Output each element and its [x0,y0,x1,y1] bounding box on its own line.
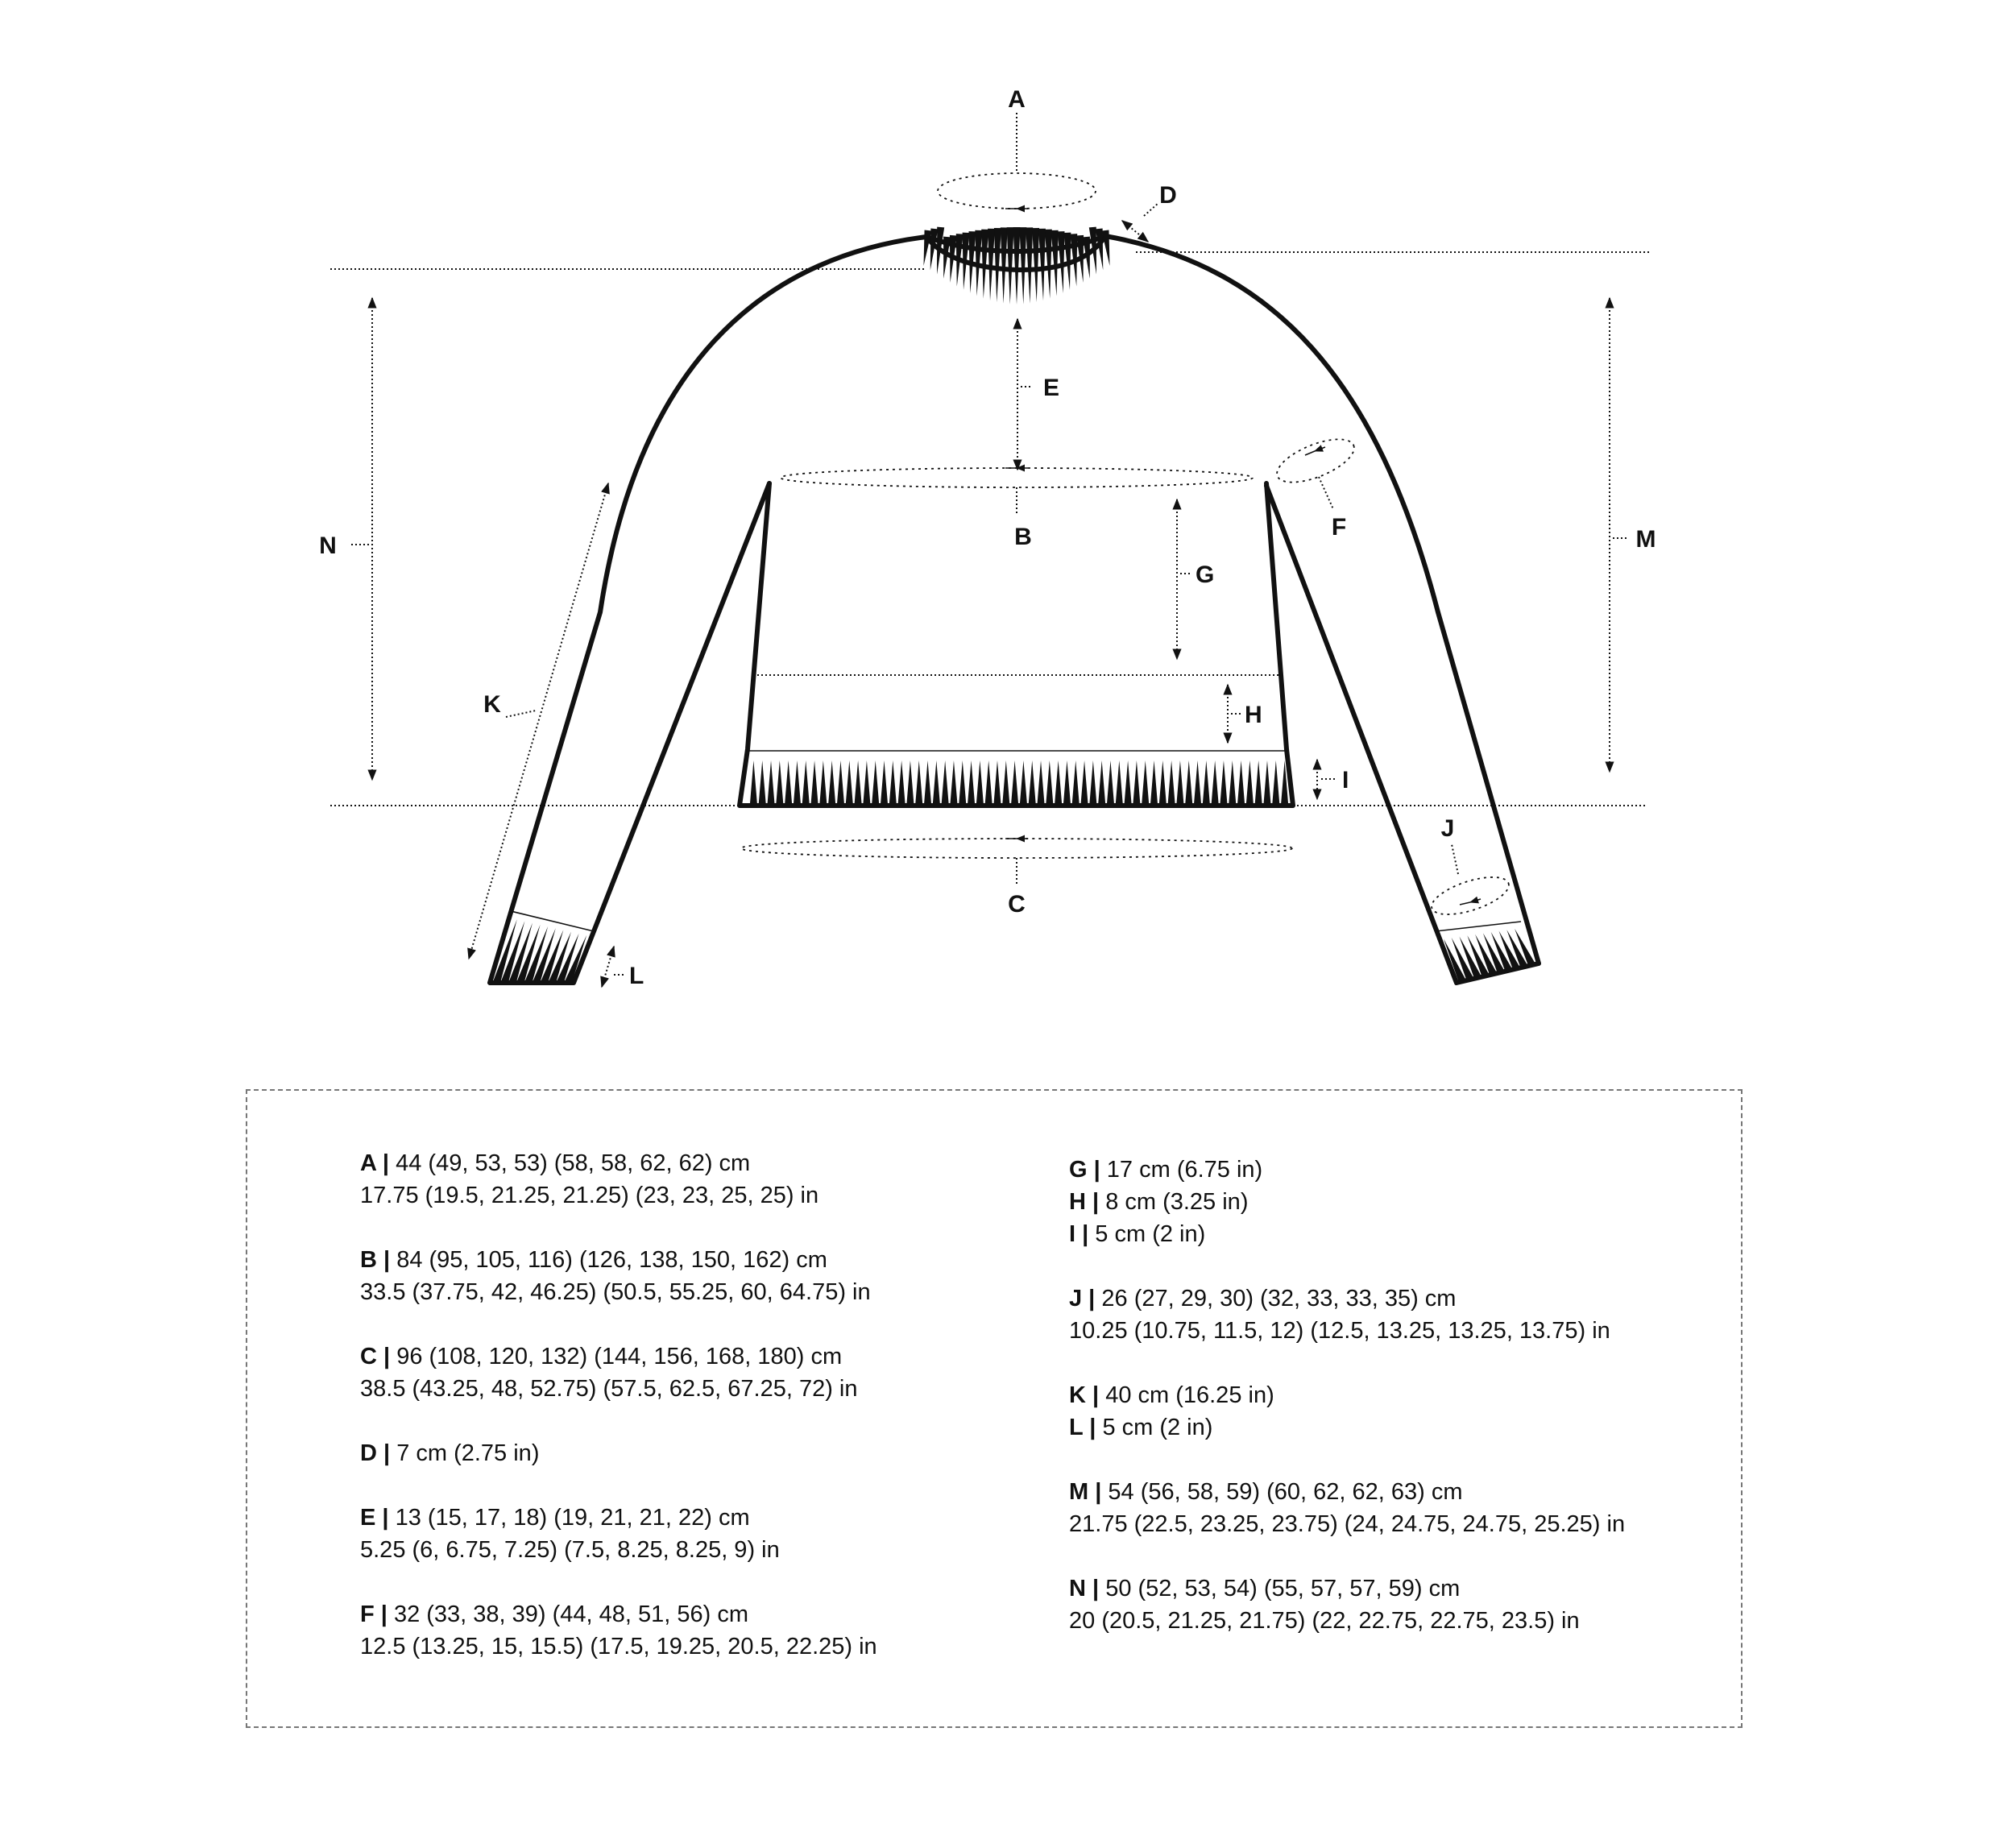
measurement-key: I | [1069,1221,1089,1247]
measurement-n [1069,1572,1730,1637]
rib-stitch [1203,760,1210,804]
rib-stitch [1150,760,1158,804]
measurement-value: 8 cm (3.25 in) [1105,1189,1249,1215]
measurement-line [360,1276,1021,1308]
label-c: C [1008,891,1026,918]
measurement-line [360,1340,1021,1373]
measure-b-ellipse [781,468,1253,487]
rib-stitch [1116,760,1123,804]
rib-stitch [1194,760,1201,804]
measurement-key: K | [1069,1382,1100,1408]
measurement-line [1069,1605,1730,1637]
label-h: H [1245,702,1262,728]
measurement-value: 5 cm (2 in) [1095,1221,1206,1247]
measurement-key: F | [360,1601,387,1627]
measurement-value: 50 (52, 53, 54) (55, 57, 57, 59) cm [1105,1576,1461,1601]
measurement-value: 38.5 (43.25, 48, 52.75) (57.5, 62.5, 67.25, 72) in [360,1376,858,1402]
measure-f-ellipse [1271,430,1360,491]
measurement-value: 7 cm (2.75 in) [396,1440,540,1466]
rib-stitch [855,760,862,804]
right-sleeve-outline [1105,236,1539,983]
measurement-key: C | [360,1344,391,1369]
measurement-value: 33.5 (37.75, 42, 46.25) (50.5, 55.25, 60, 64.75) in [360,1279,871,1305]
measure-j-ellipse [1428,869,1513,922]
rib-stitch [1055,760,1062,804]
rib-stitch [968,760,975,804]
label-k: K [483,691,501,718]
label-n: N [319,532,337,559]
measurement-line [360,1244,1021,1276]
measurement-d [360,1437,1021,1469]
measurement-value: 44 (49, 53, 53) (58, 58, 62, 62) cm [396,1150,751,1176]
measurement-c [360,1340,1021,1405]
measurement-key: L | [1069,1415,1096,1440]
rib-stitch [1038,229,1046,301]
measurement-b [360,1244,1021,1308]
measurement-line [360,1630,1021,1663]
label-f: F [1331,514,1347,541]
measure-l-arrow [602,947,614,987]
measurements-legend [246,1089,1743,1728]
rib-stitch [1255,760,1262,804]
rib-stitch [1007,227,1014,305]
measurement-a [360,1147,1021,1212]
measurement-k [1069,1379,1730,1411]
rib-stitch [872,760,879,804]
measurement-value: 32 (33, 38, 39) (44, 48, 51, 56) cm [393,1601,749,1627]
rib-stitch [1058,231,1065,293]
measurement-line [1069,1476,1730,1508]
measurement-value: 5 cm (2 in) [1102,1415,1213,1440]
measurement-i [1069,1218,1730,1250]
rib-stitch [1081,760,1088,804]
rib-stitch [994,228,1001,302]
measurement-value: 96 (108, 120, 132) (144, 156, 168, 180) cm [396,1344,843,1369]
measurement-value: 17.75 (19.5, 21.25, 21.25) (23, 23, 25, 25) in [360,1183,819,1208]
measurement-line [360,1179,1021,1212]
measurement-value: 13 (15, 17, 18) (19, 21, 21, 22) cm [395,1505,750,1531]
rib-stitch [976,760,984,804]
label-i: I [1342,767,1349,793]
left-sleeve-outline [490,237,926,983]
label-a: A [1008,86,1026,113]
measurement-line [1069,1315,1730,1347]
rib-stitch [924,760,931,804]
rib-stitch [1063,233,1071,290]
measurement-value: 20 (20.5, 21.25, 21.75) (22, 22.75, 22.75, 23.5) in [1069,1608,1580,1634]
rib-stitch [1002,760,1009,804]
rib-stitch [1029,760,1036,804]
rib-stitch [1063,760,1071,804]
rib-stitch [1032,228,1039,302]
rib-stitch [863,760,870,804]
rib-stitch [915,760,922,804]
legend-column-right [1069,1154,1730,1669]
label-b: B [1014,524,1032,550]
rib-stitch [975,230,982,296]
rib-stitch [933,760,940,804]
rib-stitch [993,760,1001,804]
rib-stitch [1212,760,1219,804]
measurement-value: 54 (56, 58, 59) (60, 62, 62, 63) cm [1108,1479,1463,1505]
rib-stitch [950,760,957,804]
measurement-line [1069,1508,1730,1540]
rib-stitch [959,760,966,804]
rib-stitch [1159,760,1167,804]
rib-stitch [1263,760,1270,804]
measurement-value: 26 (27, 29, 30) (32, 33, 33, 35) cm [1101,1286,1457,1311]
rib-stitch [981,230,988,299]
rib-stitch [942,760,949,804]
measurement-e [360,1502,1021,1566]
rib-stitch [1038,760,1045,804]
rib-stitch [785,760,792,804]
rib-stitch [794,760,801,804]
rib-stitch [1229,760,1236,804]
rib-stitch [802,760,810,804]
measurement-line [1069,1154,1730,1186]
rib-stitch [1072,760,1080,804]
rib-stitch [759,760,766,804]
measurement-g [1069,1154,1730,1186]
measurement-value: 17 cm (6.75 in) [1106,1157,1263,1183]
rib-stitch [1098,760,1105,804]
measurement-m [1069,1476,1730,1540]
measurement-key: N | [1069,1576,1100,1601]
measurement-value: 10.25 (10.75, 11.5, 12) (12.5, 13.25, 13.25, 13.75) in [1069,1318,1610,1344]
label-g: G [1196,561,1215,588]
rib-stitch [1168,760,1175,804]
measurement-key: B | [360,1247,391,1273]
rib-stitch [906,760,914,804]
measurement-key: E | [360,1505,389,1531]
measurement-j [1069,1282,1730,1347]
rib-stitch [837,760,844,804]
measurement-line [360,1437,1021,1469]
rib-stitch [776,760,783,804]
measurement-value: 40 cm (16.25 in) [1105,1382,1274,1408]
rib-stitch [768,760,775,804]
rib-stitch [811,760,818,804]
rib-stitch [1220,760,1227,804]
measurement-key: D | [360,1440,391,1466]
label-e: E [1043,375,1060,401]
measurement-value: 12.5 (13.25, 15, 15.5) (17.5, 19.25, 20.5, 22.25) in [360,1634,877,1659]
hem-ribbing [750,760,1288,804]
rib-stitch [1013,227,1021,305]
measurement-line [360,1598,1021,1630]
measurement-line [1069,1186,1730,1218]
rib-stitch [1001,227,1008,303]
measure-a-ellipse [938,173,1096,209]
rib-stitch [750,760,757,804]
rib-stitch [1026,227,1033,303]
measurement-line [1069,1282,1730,1315]
rib-stitch [1011,760,1018,804]
rib-stitch [1246,760,1254,804]
rib-stitch [828,760,835,804]
measurement-line [360,1534,1021,1566]
rib-stitch [889,760,897,804]
measurement-value: 21.75 (22.5, 23.25, 23.75) (24, 24.75, 24.75, 25.25) in [1069,1511,1626,1537]
rib-stitch [1142,760,1149,804]
rib-stitch [1089,760,1096,804]
measurement-line [1069,1379,1730,1411]
rib-stitch [1237,760,1245,804]
measurement-key: G | [1069,1157,1100,1183]
measurement-line [360,1373,1021,1405]
rib-stitch [1125,760,1132,804]
rib-stitch [988,229,995,301]
rib-stitch [846,760,853,804]
measurement-f [360,1598,1021,1663]
measurement-h [1069,1186,1730,1218]
rib-stitch [898,760,905,804]
rib-stitch [1107,760,1114,804]
rib-stitch [1045,230,1052,299]
neck-ribbing [924,227,1110,305]
sweater-outline [490,236,1539,983]
measure-c-ellipse [741,839,1292,858]
measurement-value: 84 (95, 105, 116) (126, 138, 150, 162) cm [396,1247,827,1273]
measurement-key: H | [1069,1189,1100,1215]
rib-stitch [1020,760,1027,804]
rib-stitch [1272,760,1279,804]
measurement-line [1069,1218,1730,1250]
rib-stitch [819,760,827,804]
label-l: L [629,963,644,989]
measurement-key: A | [360,1150,390,1176]
legend-column-left [360,1147,1021,1695]
measurement-l [1069,1411,1730,1444]
measurement-line [360,1147,1021,1179]
measurement-value: 5.25 (6, 6.75, 7.25) (7.5, 8.25, 8.25, 9) in [360,1537,780,1563]
measurement-line [1069,1411,1730,1444]
rib-stitch [1046,760,1053,804]
measurement-key: J | [1069,1286,1096,1311]
rib-stitch [1019,227,1026,305]
rib-stitch [1185,760,1192,804]
measurement-line [1069,1572,1730,1605]
measurement-line [360,1502,1021,1534]
rib-stitch [1133,760,1140,804]
rib-stitch [985,760,992,804]
label-m: M [1635,526,1656,553]
rib-stitch [881,760,888,804]
label-j: J [1440,815,1455,842]
rib-stitch [1051,230,1059,296]
measure-k-arrow [469,483,608,959]
rib-stitch [1176,760,1183,804]
label-d: D [1159,182,1177,209]
measurement-key: M | [1069,1479,1102,1505]
